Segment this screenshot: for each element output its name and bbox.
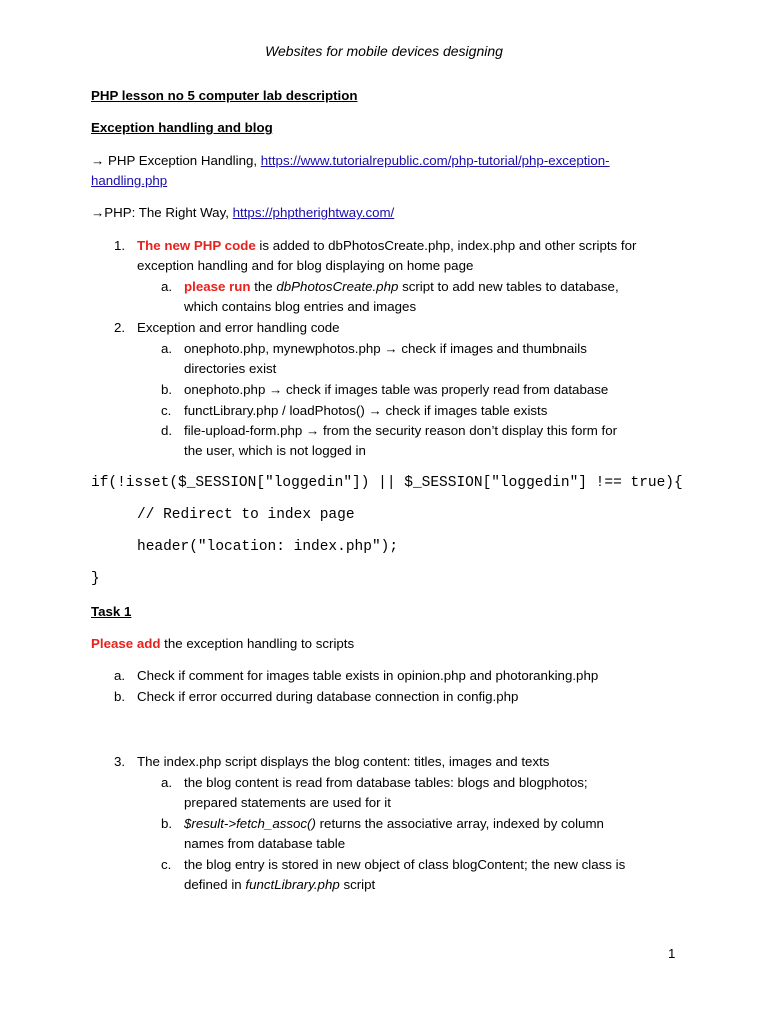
sublist-letter: a. (161, 341, 173, 356)
reference-line-2 (91, 203, 394, 223)
script-name: functLibrary.php (245, 877, 340, 892)
reference-line-1-cont (91, 171, 167, 191)
sublist-letter: b. (161, 816, 173, 831)
sublist-item-text (184, 339, 587, 359)
sublist-text-part: file-upload-form.php (184, 423, 306, 438)
sublist-text-part: script (339, 877, 376, 892)
sublist-letter: a. (161, 775, 173, 790)
sublist-item-text-cont: prepared statements are used for it (184, 795, 391, 810)
sublist-item-text-cont: names from database table (184, 836, 346, 851)
sublist-text-part: onephoto.php, mynewphotos.php (184, 341, 385, 356)
task-item-text: Check if error occurred during database connection in config.php (137, 689, 519, 704)
arrow-icon: → (384, 341, 398, 356)
sublist-item-text (184, 401, 547, 421)
list-item-text-part: is added to dbPhotosCreate.php, index.php and other scripts for (255, 238, 637, 253)
list-item-text: The index.php script displays the blog content: titles, images and texts (137, 754, 550, 769)
sublist-letter: c. (161, 857, 172, 872)
task-letter: a. (114, 668, 126, 683)
sublist-text-part: functLibrary.php / loadPhotos() (184, 403, 369, 418)
sublist-text-part: returns the associative array, indexed by column (315, 816, 604, 831)
page-header: Websites for mobile devices designing (265, 43, 503, 59)
tutorialrepublic-link[interactable]: https://www.tutorialrepublic.com/php-tutorial/php-exception- (260, 153, 610, 168)
list-number: 2. (114, 320, 126, 335)
phptherightway-link[interactable]: https://phptherightway.com/ (232, 205, 395, 220)
reference-line-1 (91, 151, 610, 171)
tutorialrepublic-link-cont[interactable]: handling.php (91, 173, 168, 188)
sublist-text-part: the (250, 279, 277, 294)
list-number: 3. (114, 754, 126, 769)
sublist-item-text-cont: directories exist (184, 361, 277, 376)
task-heading: Task 1 (91, 604, 132, 619)
sublist-letter: a. (161, 279, 173, 294)
code-line: } (91, 571, 100, 587)
reference-label: PHP: The Right Way, (104, 205, 233, 220)
sublist-item-text: the blog content is read from database tables: blogs and blogphotos; (184, 775, 588, 790)
arrow-icon: → (305, 423, 320, 438)
sublist-item-text (184, 421, 617, 441)
arrow-icon: → (91, 153, 105, 168)
list-item-text (137, 236, 636, 256)
task-item-text: Check if comment for images table exists in opinion.php and photoranking.php (137, 668, 599, 683)
list-item-text: Exception and error handling code (137, 320, 340, 335)
list-item-text-cont: exception handling and for blog displaying on home page (137, 258, 474, 273)
sublist-letter: b. (161, 382, 173, 397)
highlight-text: please run (184, 279, 251, 294)
code-line: header("location: index.php"); (137, 539, 399, 555)
sublist-item-text (184, 277, 619, 297)
list-number: 1. (114, 238, 126, 253)
reference-label: PHP Exception Handling, (108, 153, 261, 168)
sublist-item-text-cont: which contains blog entries and images (184, 299, 417, 314)
sublist-item-text-cont: the user, which is not logged in (184, 443, 366, 458)
sublist-letter: d. (161, 423, 173, 438)
page-number: 1 (668, 946, 676, 961)
code-snippet: $result->fetch_assoc() (184, 816, 316, 831)
sublist-text-part: check if images table was properly read from database (282, 382, 609, 397)
sublist-item-text: the blog entry is stored in new object of class blogContent; the new class is (184, 857, 626, 872)
document-title: PHP lesson no 5 computer lab description (91, 88, 358, 103)
sublist-text-part: from the security reason don’t display this form for (319, 423, 618, 438)
section-heading: Exception handling and blog (91, 120, 273, 135)
sublist-text-part: script to add new tables to database, (398, 279, 619, 294)
highlight-text: The new PHP code (137, 238, 256, 253)
sublist-text-part: defined in (184, 877, 246, 892)
sublist-text-part: check if images and thumbnails (397, 341, 587, 356)
task-letter: b. (114, 689, 126, 704)
code-line: if(!isset($_SESSION["loggedin"]) || $_SESSION["loggedin"] !== true){ (91, 475, 683, 491)
highlight-text: Please add (91, 636, 161, 651)
sublist-item-text-cont (184, 875, 375, 895)
sublist-item-text (184, 814, 604, 834)
sublist-text-part: onephoto.php (184, 382, 270, 397)
sublist-item-text (184, 380, 608, 400)
sublist-text-part: check if images table exists (381, 403, 548, 418)
script-name: dbPhotosCreate.php (276, 279, 399, 294)
sublist-letter: c. (161, 403, 172, 418)
code-line: // Redirect to index page (137, 507, 355, 523)
arrow-icon: → (269, 382, 283, 397)
task-instruction-part: the exception handling to scripts (160, 636, 355, 651)
arrow-icon: → (91, 205, 105, 220)
arrow-icon: → (368, 403, 382, 418)
task-instruction (91, 634, 354, 654)
